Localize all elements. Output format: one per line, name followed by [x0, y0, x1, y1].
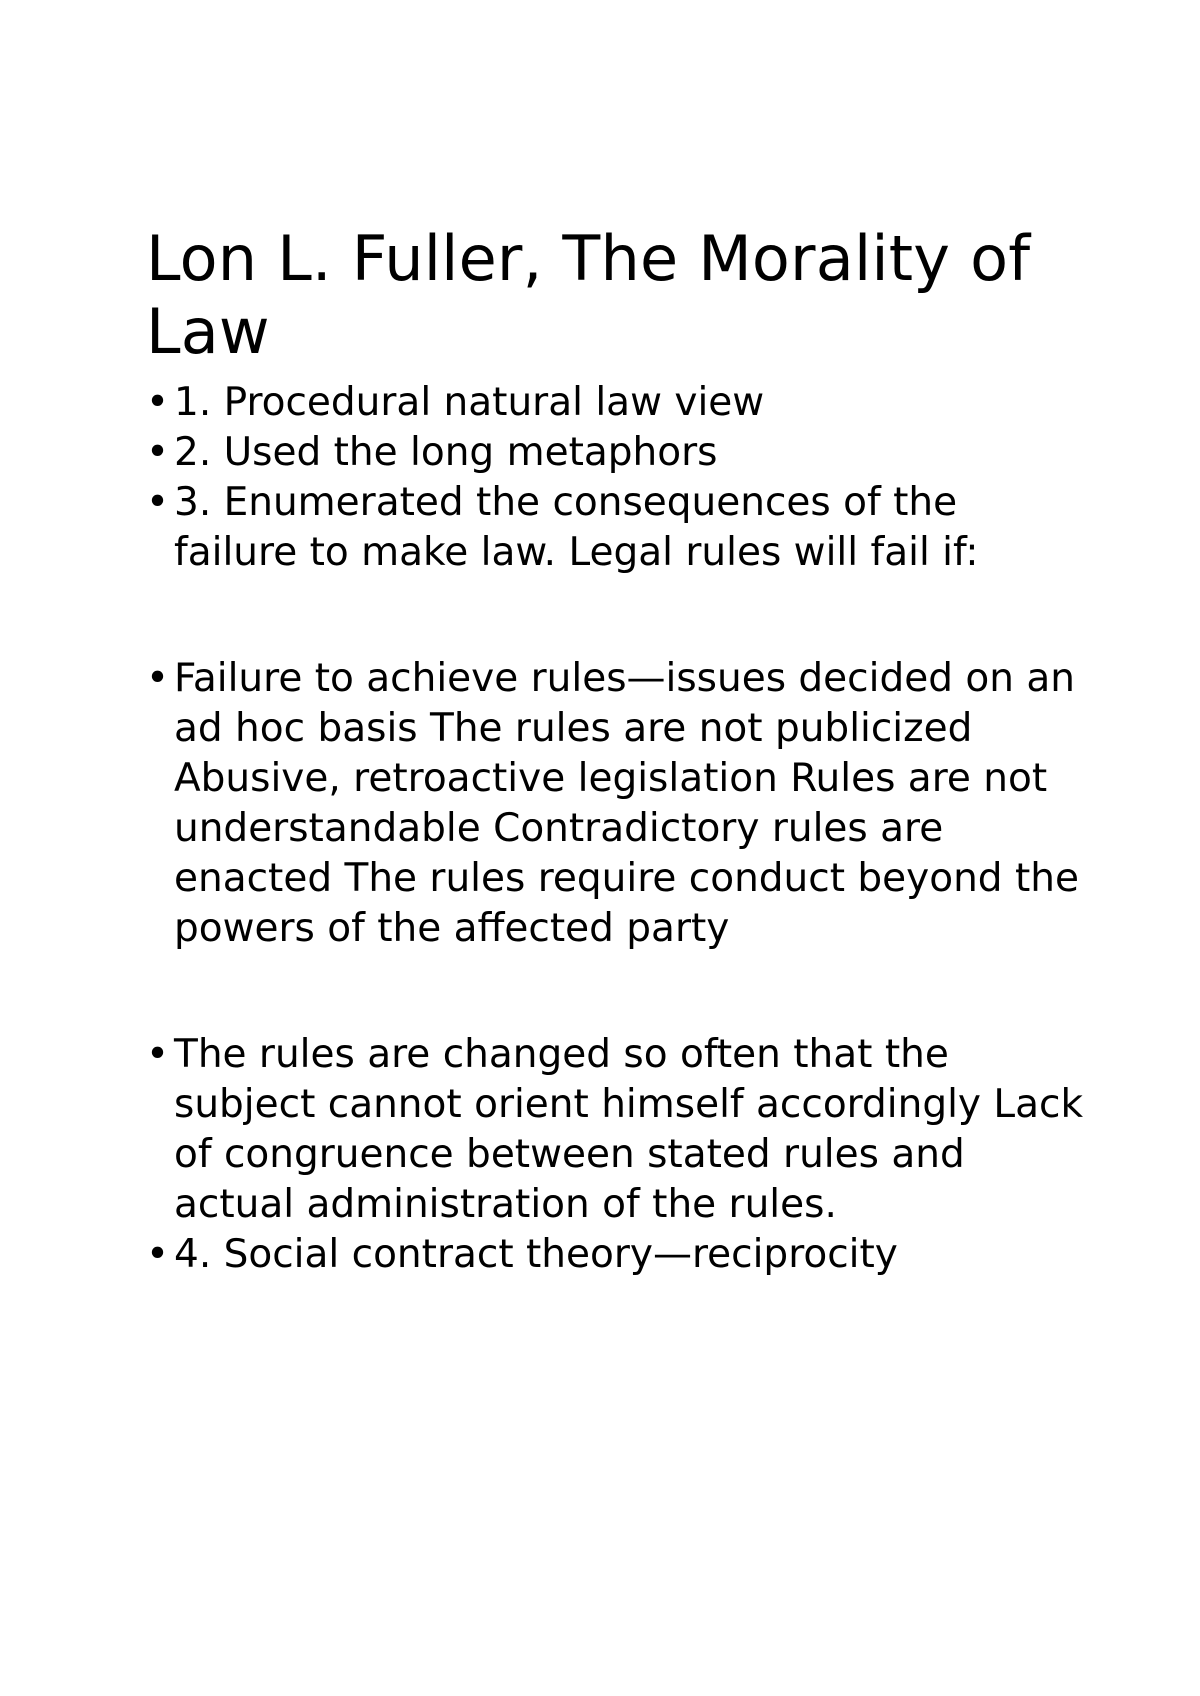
bullet-icon: •	[146, 656, 170, 701]
bullet-item-metaphors	[146, 428, 1086, 478]
bullet-item-procedural-view	[146, 378, 1086, 428]
bullet-icon: •	[146, 1032, 170, 1077]
bullet-list	[146, 378, 1086, 1280]
bullet-text: The rules are changed so often that the subject cannot orient himself accordingly Lack of congruence between stated rules and actual administration of the rules.	[174, 1032, 1084, 1227]
bullet-text: 4. Social contract theory—reciprocity	[174, 1232, 898, 1277]
bullet-icon: •	[146, 430, 170, 475]
slide-title: Lon L. Fuller, The Morality of Law	[146, 222, 1031, 368]
bullet-item-failures	[146, 654, 1086, 954]
bullet-item-social-contract	[146, 1230, 1086, 1280]
bullet-text: 3. Enumerated the consequences of the failure to make law. Legal rules will fail if:	[174, 480, 979, 575]
bullet-icon: •	[146, 380, 170, 425]
bullet-text: 2. Used the long metaphors	[174, 430, 718, 475]
bullet-item-rule-changes	[146, 1030, 1086, 1230]
bullet-icon: •	[146, 1232, 170, 1277]
bullet-item-consequences	[146, 478, 1086, 578]
bullet-text: 1. Procedural natural law view	[174, 380, 765, 425]
bullet-text: Failure to achieve rules—issues decided on an ad hoc basis The rules are not publicized Abusive, retroactive legislation Rules are not understandable Contradictory rules are enacted The rules require conduct beyond the powers of the affected party	[174, 656, 1079, 951]
bullet-icon: •	[146, 480, 170, 525]
